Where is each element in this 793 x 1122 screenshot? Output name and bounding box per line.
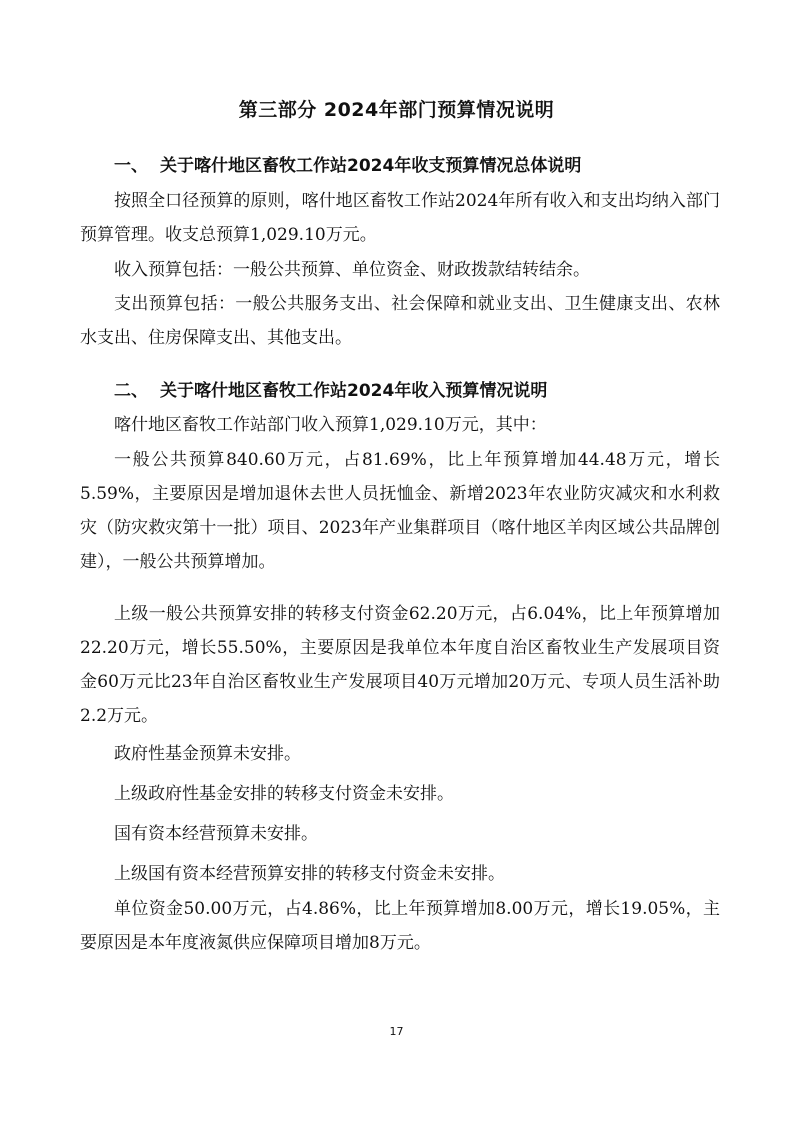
section-heading-text-1: 关于喀什地区畜牧工作站2024年收支预算情况总体说明 [160, 156, 582, 176]
section-number-2: 二、 [114, 381, 148, 401]
paragraph: 上级政府性基金安排的转移支付资金未安排。 [114, 784, 454, 804]
paragraph: 单位资金50.00万元，占4.86%，比上年预算增加8.00万元，增长19.05%，主要原因是本年度液氮供应保障项目增加8万元。 [80, 899, 720, 953]
paragraph: 支出预算包括：一般公共服务支出、社会保障和就业支出、卫生健康支出、农林水支出、住房保障支出、其他支出。 [80, 294, 720, 348]
paragraph: 政府性基金预算未安排。 [114, 744, 301, 764]
paragraph: 上级国有资本经营预算安排的转移支付资金未安排。 [114, 864, 505, 884]
paragraph: 按照全口径预算的原则，喀什地区畜牧工作站2024年所有收入和支出均纳入部门预算管理。收支总预算1,029.10万元。 [80, 191, 720, 245]
paragraph: 喀什地区畜牧工作站部门收入预算1,029.10万元，其中： [114, 415, 547, 435]
paragraph: 国有资本经营预算未安排。 [114, 824, 318, 844]
page-title: 第三部分 2024年部门预算情况说明 [238, 99, 555, 121]
paragraph: 一般公共预算840.60万元，占81.69%，比上年预算增加44.48万元，增长5.59%，主要原因是增加退休去世人员抚恤金、新增2023年农业防灾减灾和水利救灾（防灾救灾第十一批）项目、2023年产业集群项目（喀什地区羊肉区域公共品牌创建），一般公共预算增加。 [80, 450, 720, 572]
paragraph: 上级一般公共预算安排的转移支付资金62.20万元，占6.04%，比上年预算增加22.20万元，增长55.50%，主要原因是我单位本年度自治区畜牧业生产发展项目资金60万元比23年自治区畜牧业生产发展项目40万元增加20万元、专项人员生活补助2.2万元。 [80, 604, 720, 726]
page-number: 17 [389, 1025, 404, 1038]
section-heading-2 [114, 376, 547, 401]
paragraph: 收入预算包括：一般公共预算、单位资金、财政拨款结转结余。 [114, 260, 590, 280]
section-heading-text-2: 关于喀什地区畜牧工作站2024年收入预算情况说明 [160, 381, 548, 401]
section-number-1: 一、 [114, 156, 148, 176]
section-heading-1 [114, 151, 581, 176]
